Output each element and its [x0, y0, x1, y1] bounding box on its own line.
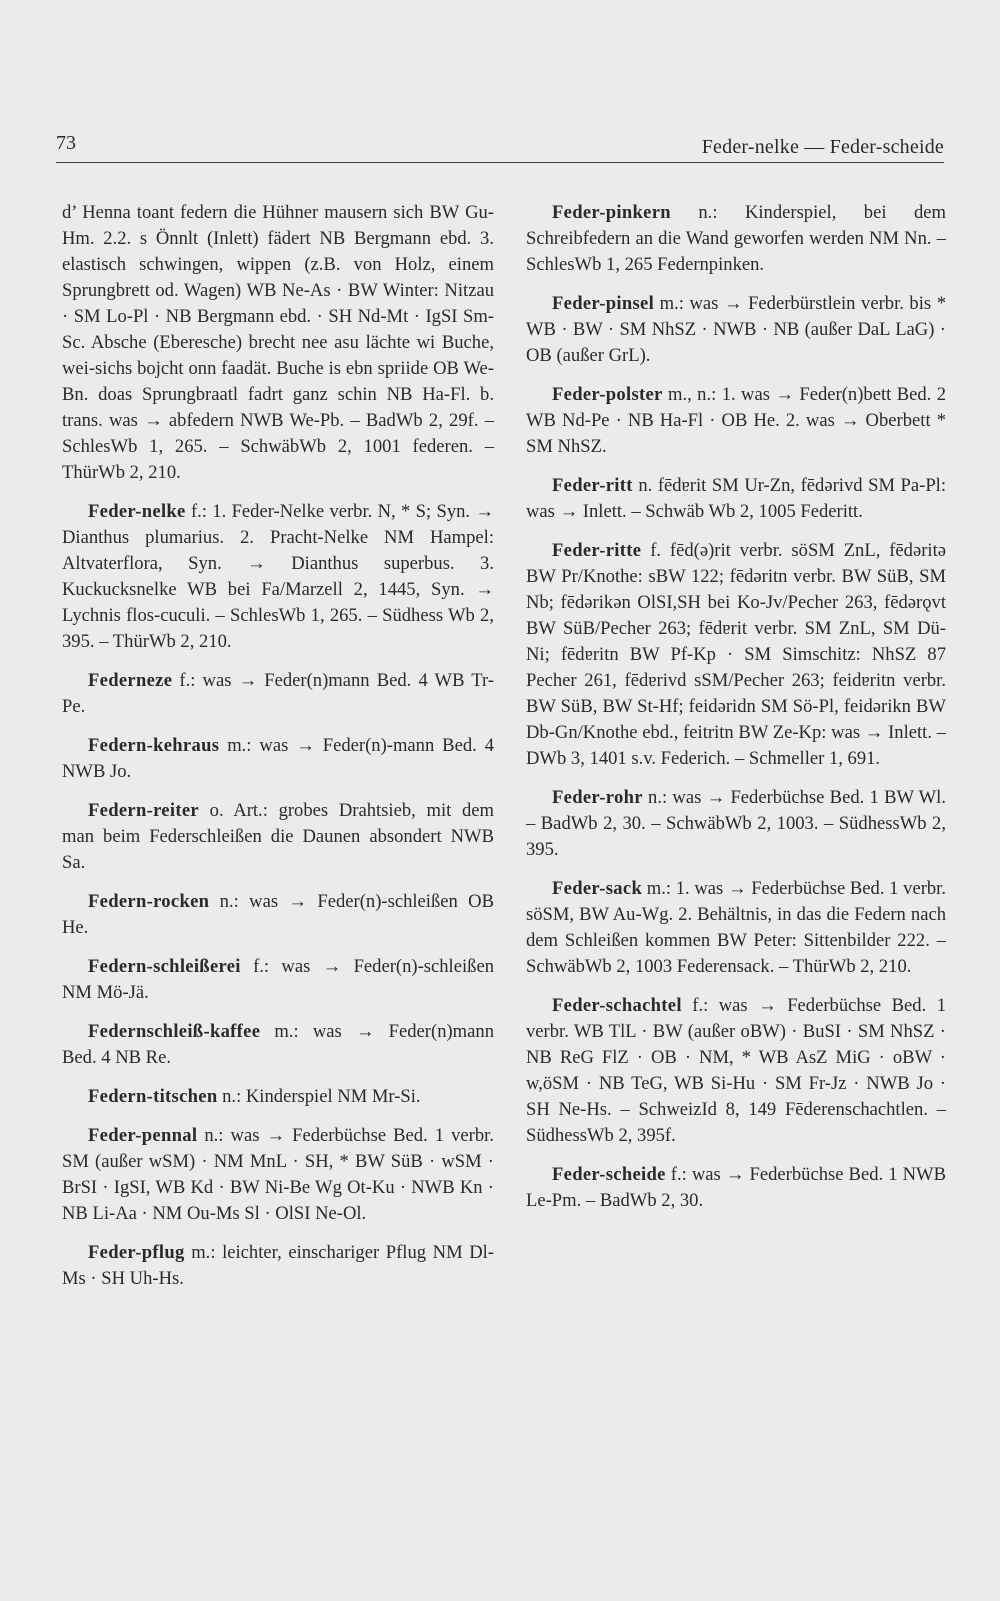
dictionary-entry [526, 538, 946, 772]
headword: Feder-sack [552, 878, 643, 899]
headword: Feder-pflug [88, 1242, 185, 1263]
headword: Federn-schleißerei [88, 956, 241, 977]
entry-body: f.: was → Feder(n)-schleißen NM Mö-Jä. [62, 956, 494, 1003]
headword: Feder-pinsel [552, 293, 655, 314]
dictionary-entry [62, 1123, 494, 1227]
dictionary-entry [62, 954, 494, 1006]
headword: Federn-kehraus [88, 735, 220, 756]
headword: Feder-ritt [552, 475, 633, 496]
headword: Feder-pennal [88, 1125, 198, 1146]
headword: Feder-polster [552, 384, 663, 405]
dictionary-entry [62, 1084, 494, 1110]
entry-body: o. Art.: grobes Drahtsieb, mit dem man beim Federschleißen die Daunen absondert NWB Sa. [62, 800, 494, 873]
dictionary-entry [62, 499, 494, 655]
entry-body: m., n.: 1. was → Feder(n)bett Bed. 2 WB Nd-Pe · NB Ha-Fl · OB He. 2. was → Oberbett * SM NhSZ. [526, 384, 946, 457]
dictionary-entry [526, 993, 946, 1149]
dictionary-entry [62, 668, 494, 720]
dictionary-entry [526, 473, 946, 525]
headword: Federneze [88, 670, 173, 691]
entry-body: f.: was → Feder(n)mann Bed. 4 WB Tr-Pe. [62, 670, 494, 717]
entry-body: m.: was → Federbürstlein verbr. bis * WB · BW · SM NhSZ · NWB · NB (außer DaL LaG) · OB (außer GrL). [526, 293, 946, 366]
dictionary-entry [62, 798, 494, 876]
dictionary-entry: d’ Henna toant federn die Hühner mausern sich BW Gu-Hm. 2.2. s Önnlt (Inlett) fädert NB Bergmann ebd. 3. elastisch schwingen, wippen (z.B. von Holz, einem Sprungbrett od. Wagen) WB Ne-As · BW Winter: Nitzau · SM Lo-Pl · NB Bergmann ebd. · SH Nd-Mt · IgSI Sm-Sc. Absche (Eberesche) brecht nee asu lächte wi Buche, wei-sichs bojcht onn faadät. Buche is ebn spriide OB We-Bn. doas Sprungbraatl fadrt ganz schin NB Ha-Fl. b. trans. was → abfedern NWB We-Pb. – BadWb 2, 29f. – SchlesWb 1, 265. – SchwäbWb 2, 1001 federen. – ThürWb 2, 210. [62, 202, 494, 483]
headword: Feder-schachtel [552, 995, 682, 1016]
dictionary-entry [62, 889, 494, 941]
dictionary-entry [62, 1019, 494, 1071]
page-header [56, 132, 944, 163]
entry-body: n.: Kinderspiel NM Mr-Si. [217, 1086, 421, 1107]
dictionary-entry [526, 200, 946, 278]
headword: Federnschleiß-kaffee [88, 1021, 261, 1042]
left-column [62, 200, 494, 1305]
entry-body: m.: was → Feder(n)mann Bed. 4 NB Re. [62, 1021, 494, 1068]
entry-body: n.: was → Federbüchse Bed. 1 BW Wl. – BadWb 2, 30. – SchwäbWb 2, 1003. – SüdhessWb 2, 395. [526, 787, 946, 860]
headword: Feder-scheide [552, 1164, 666, 1185]
dictionary-entry [526, 785, 946, 863]
dictionary-entry [526, 876, 946, 980]
headword: Feder-pinkern [552, 202, 671, 223]
entry-body: n. fēdɐrit SM Ur-Zn, fēdərivd SM Pa-Pl: was → Inlett. – Schwäb Wb 2, 1005 Federitt. [526, 475, 946, 522]
entry-body: n.: Kinderspiel, bei dem Schreibfedern an die Wand geworfen werden NM Nn. – SchlesWb 1, 265 Federnpinken. [526, 202, 946, 275]
headword: Feder-rohr [552, 787, 643, 808]
dictionary-entry [526, 382, 946, 460]
entry-body: m.: 1. was → Federbüchse Bed. 1 verbr. söSM, BW Au-Wg. 2. Behältnis, in das die Federn nach dem Schleißen kommen BW Peter: Sittenbilder 222. – SchwäbWb 2, 1003 Federensack. – ThürWb 2, 210. [526, 878, 946, 977]
dictionary-entry [62, 733, 494, 785]
headword: Feder-ritte [552, 540, 642, 561]
entry-body: f.: 1. Feder-Nelke verbr. N, * S; Syn. → Dianthus plumarius. 2. Pracht-Nelke NM Hampel: Altvaterflora, Syn. → Dianthus superbus. 3. Kuckucksnelke WB bei Fa/Marzell 2, 1445, Syn. → Lychnis flos-cuculi. – SchlesWb 1, 265. – Südhess Wb 2, 395. – ThürWb 2, 210. [62, 501, 494, 652]
entry-body: f.: was → Federbüchse Bed. 1 verbr. WB TlL · BW (außer oBW) · BuSI · SM NhSZ · NB ReG FlZ · OB · NM, * WB AsZ MiG · oBW · w,öSM · NB TeG, WB Si-Hu · SM Fr-Jz · NWB Jo · SH Ne-Hs. – SchweizId 8, 149 Fēderenschachtlen. – SüdhessWb 2, 395f. [526, 995, 946, 1146]
dictionary-entry [526, 291, 946, 369]
dictionary-entry [62, 1240, 494, 1292]
dictionary-entry [526, 1162, 946, 1214]
headword: Federn-reiter [88, 800, 199, 821]
entry-body: f.: was → Federbüchse Bed. 1 NWB Le-Pm. – BadWb 2, 30. [526, 1164, 946, 1211]
headword: Federn-rocken [88, 891, 210, 912]
entry-body: n.: was → Federbüchse Bed. 1 verbr. SM (außer wSM) · NM MnL · SH, * BW SüB · wSM · BrSI · IgSI, WB Kd · BW Ni-Be Wg Ot-Ku · NWB Kn · NB Li-Aa · NM Ou-Ms Sl · OlSI Ne-Ol. [62, 1125, 494, 1224]
entry-body: f. fēd(ə)rit verbr. söSM ZnL, fēdəritə BW Pr/Knothe: sBW 122; fēdəritn verbr. BW SüB, SM Nb; fēdərikən OlSI,SH bei Ko-Jv/Pecher 263, fēdərǫvt BW SüB/Pecher 263; fēdɐrit verbr. SM ZnL, SM Dü-Ni; fēdɐritn BW Pf-Kp · SM Simschitz: NhSZ 87 Pecher 261, fēdɐrivd sSM/Pecher 263; feidɐritn verbr. BW SüB, BW St-Hf; feidəridn SM Sö-Pl, feidərikn BW Db-Gn/Knothe ebd., feitritn BW Ze-Kp: was → Inlett. – DWb 3, 1401 s.v. Federich. – Schmeller 1, 691. [526, 540, 946, 769]
headword: Feder-nelke [88, 501, 186, 522]
page-number: 73 [56, 132, 76, 154]
headword: Federn-titschen [88, 1086, 218, 1107]
running-head: Feder-nelke — Feder-scheide [701, 136, 944, 158]
entry-body: m.: was → Feder(n)-mann Bed. 4 NWB Jo. [62, 735, 494, 782]
entry-body: m.: leichter, einschariger Pflug NM Dl-Ms · SH Uh-Hs. [62, 1242, 494, 1289]
right-column [526, 200, 946, 1227]
entry-body: n.: was → Feder(n)-schleißen OB He. [62, 891, 494, 938]
